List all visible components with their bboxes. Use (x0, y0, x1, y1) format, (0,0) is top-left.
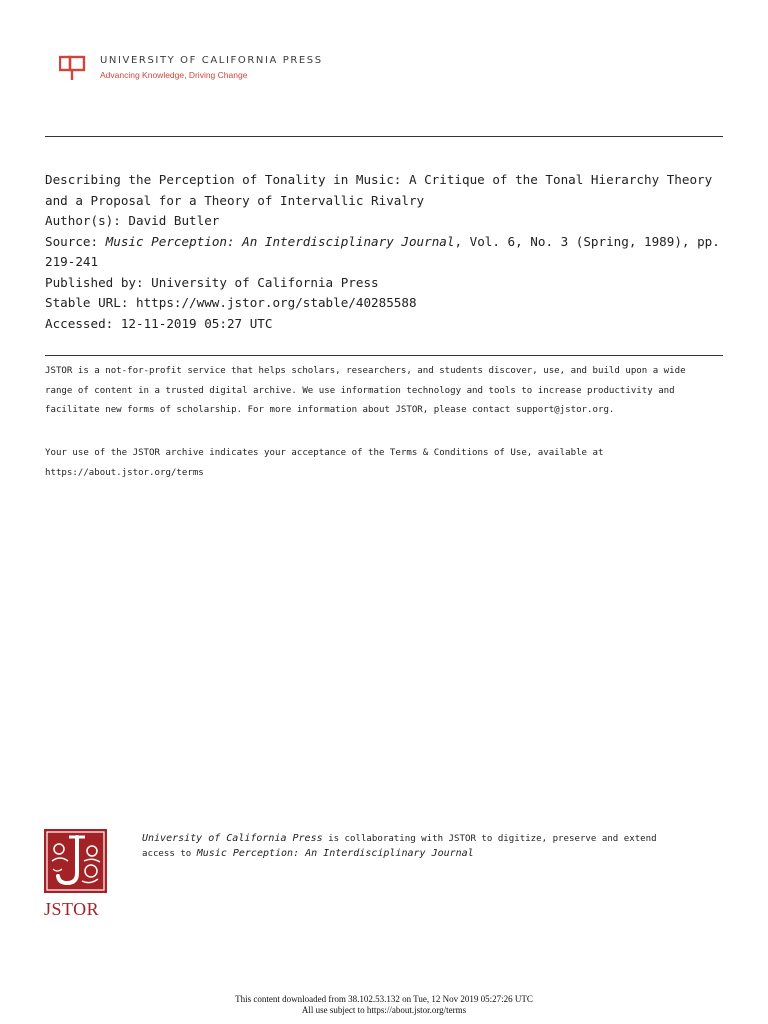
collab-line-1 (142, 832, 722, 847)
notice-line-3: facilitate new forms of scholarship. For more information about JSTOR, please contact support@jstor.org. (45, 405, 615, 415)
ucp-logo-icon (59, 53, 87, 81)
article-stable-url[interactable]: Stable URL: https://www.jstor.org/stable/40285588 (45, 295, 417, 310)
publisher-text (100, 53, 323, 81)
collab-text-1: is collaborating with JSTOR to digitize, preserve and extend (322, 834, 657, 844)
article-published-by: Published by: University of California Press (45, 274, 379, 290)
article-source (45, 232, 725, 253)
notice-line-2: range of content in a trusted digital archive. We use information technology and tools to increase productivity and (45, 385, 675, 396)
article-title-line-1: Describing the Perception of Tonality in Music: A Critique of the Tonal Hierarchy Theory (45, 172, 713, 187)
footer-line-1: This content downloaded from 38.102.53.132 on Tue, 12 Nov 2019 05:27:26 UTC (235, 994, 533, 1004)
source-label: Source: (45, 233, 106, 249)
article-authors: Author(s): David Butler (45, 213, 220, 228)
article-metadata (45, 170, 725, 334)
terms-line-1: Your use of the JSTOR archive indicates your acceptance of the Terms & Conditions of Use, available at (45, 448, 604, 458)
collab-text-2: access to (142, 848, 197, 859)
collaboration-statement (142, 832, 722, 861)
article-pages: 219-241 (45, 254, 99, 269)
download-footer (0, 994, 768, 1016)
terms-notice (45, 444, 725, 483)
collab-publisher: University of California Press (142, 833, 323, 844)
middle-divider (45, 355, 723, 356)
footer-line-2: All use subject to https://about.jstor.org/terms (301, 1005, 467, 1015)
jstor-notice (45, 362, 725, 421)
publisher-name: UNIVERSITY OF CALIFORNIA PRESS (100, 55, 323, 66)
article-accessed: Accessed: 12-11-2019 05:27 UTC (45, 315, 273, 331)
source-details: , Vol. 6, No. 3 (Spring, 1989), pp. (454, 233, 720, 249)
collab-journal: Music Perception: An Interdisciplinary Journal (196, 847, 474, 859)
publisher-header (59, 53, 323, 81)
publisher-tagline: Advancing Knowledge, Driving Change (100, 70, 248, 80)
top-divider (45, 136, 723, 137)
article-title-line-2: and a Proposal for a Theory of Intervallic Rivalry (45, 192, 425, 208)
jstor-wordmark: JSTOR (44, 899, 100, 919)
jstor-seal-icon (44, 829, 107, 893)
source-journal: Music Perception: An Interdisciplinary Journal (105, 233, 455, 249)
notice-line-1: JSTOR is a not-for-profit service that helps scholars, researchers, and students discover, use, and build upon a wide (45, 366, 686, 376)
jstor-logo (44, 829, 108, 919)
collab-line-2 (142, 847, 722, 862)
terms-url[interactable]: https://about.jstor.org/terms (45, 467, 204, 478)
